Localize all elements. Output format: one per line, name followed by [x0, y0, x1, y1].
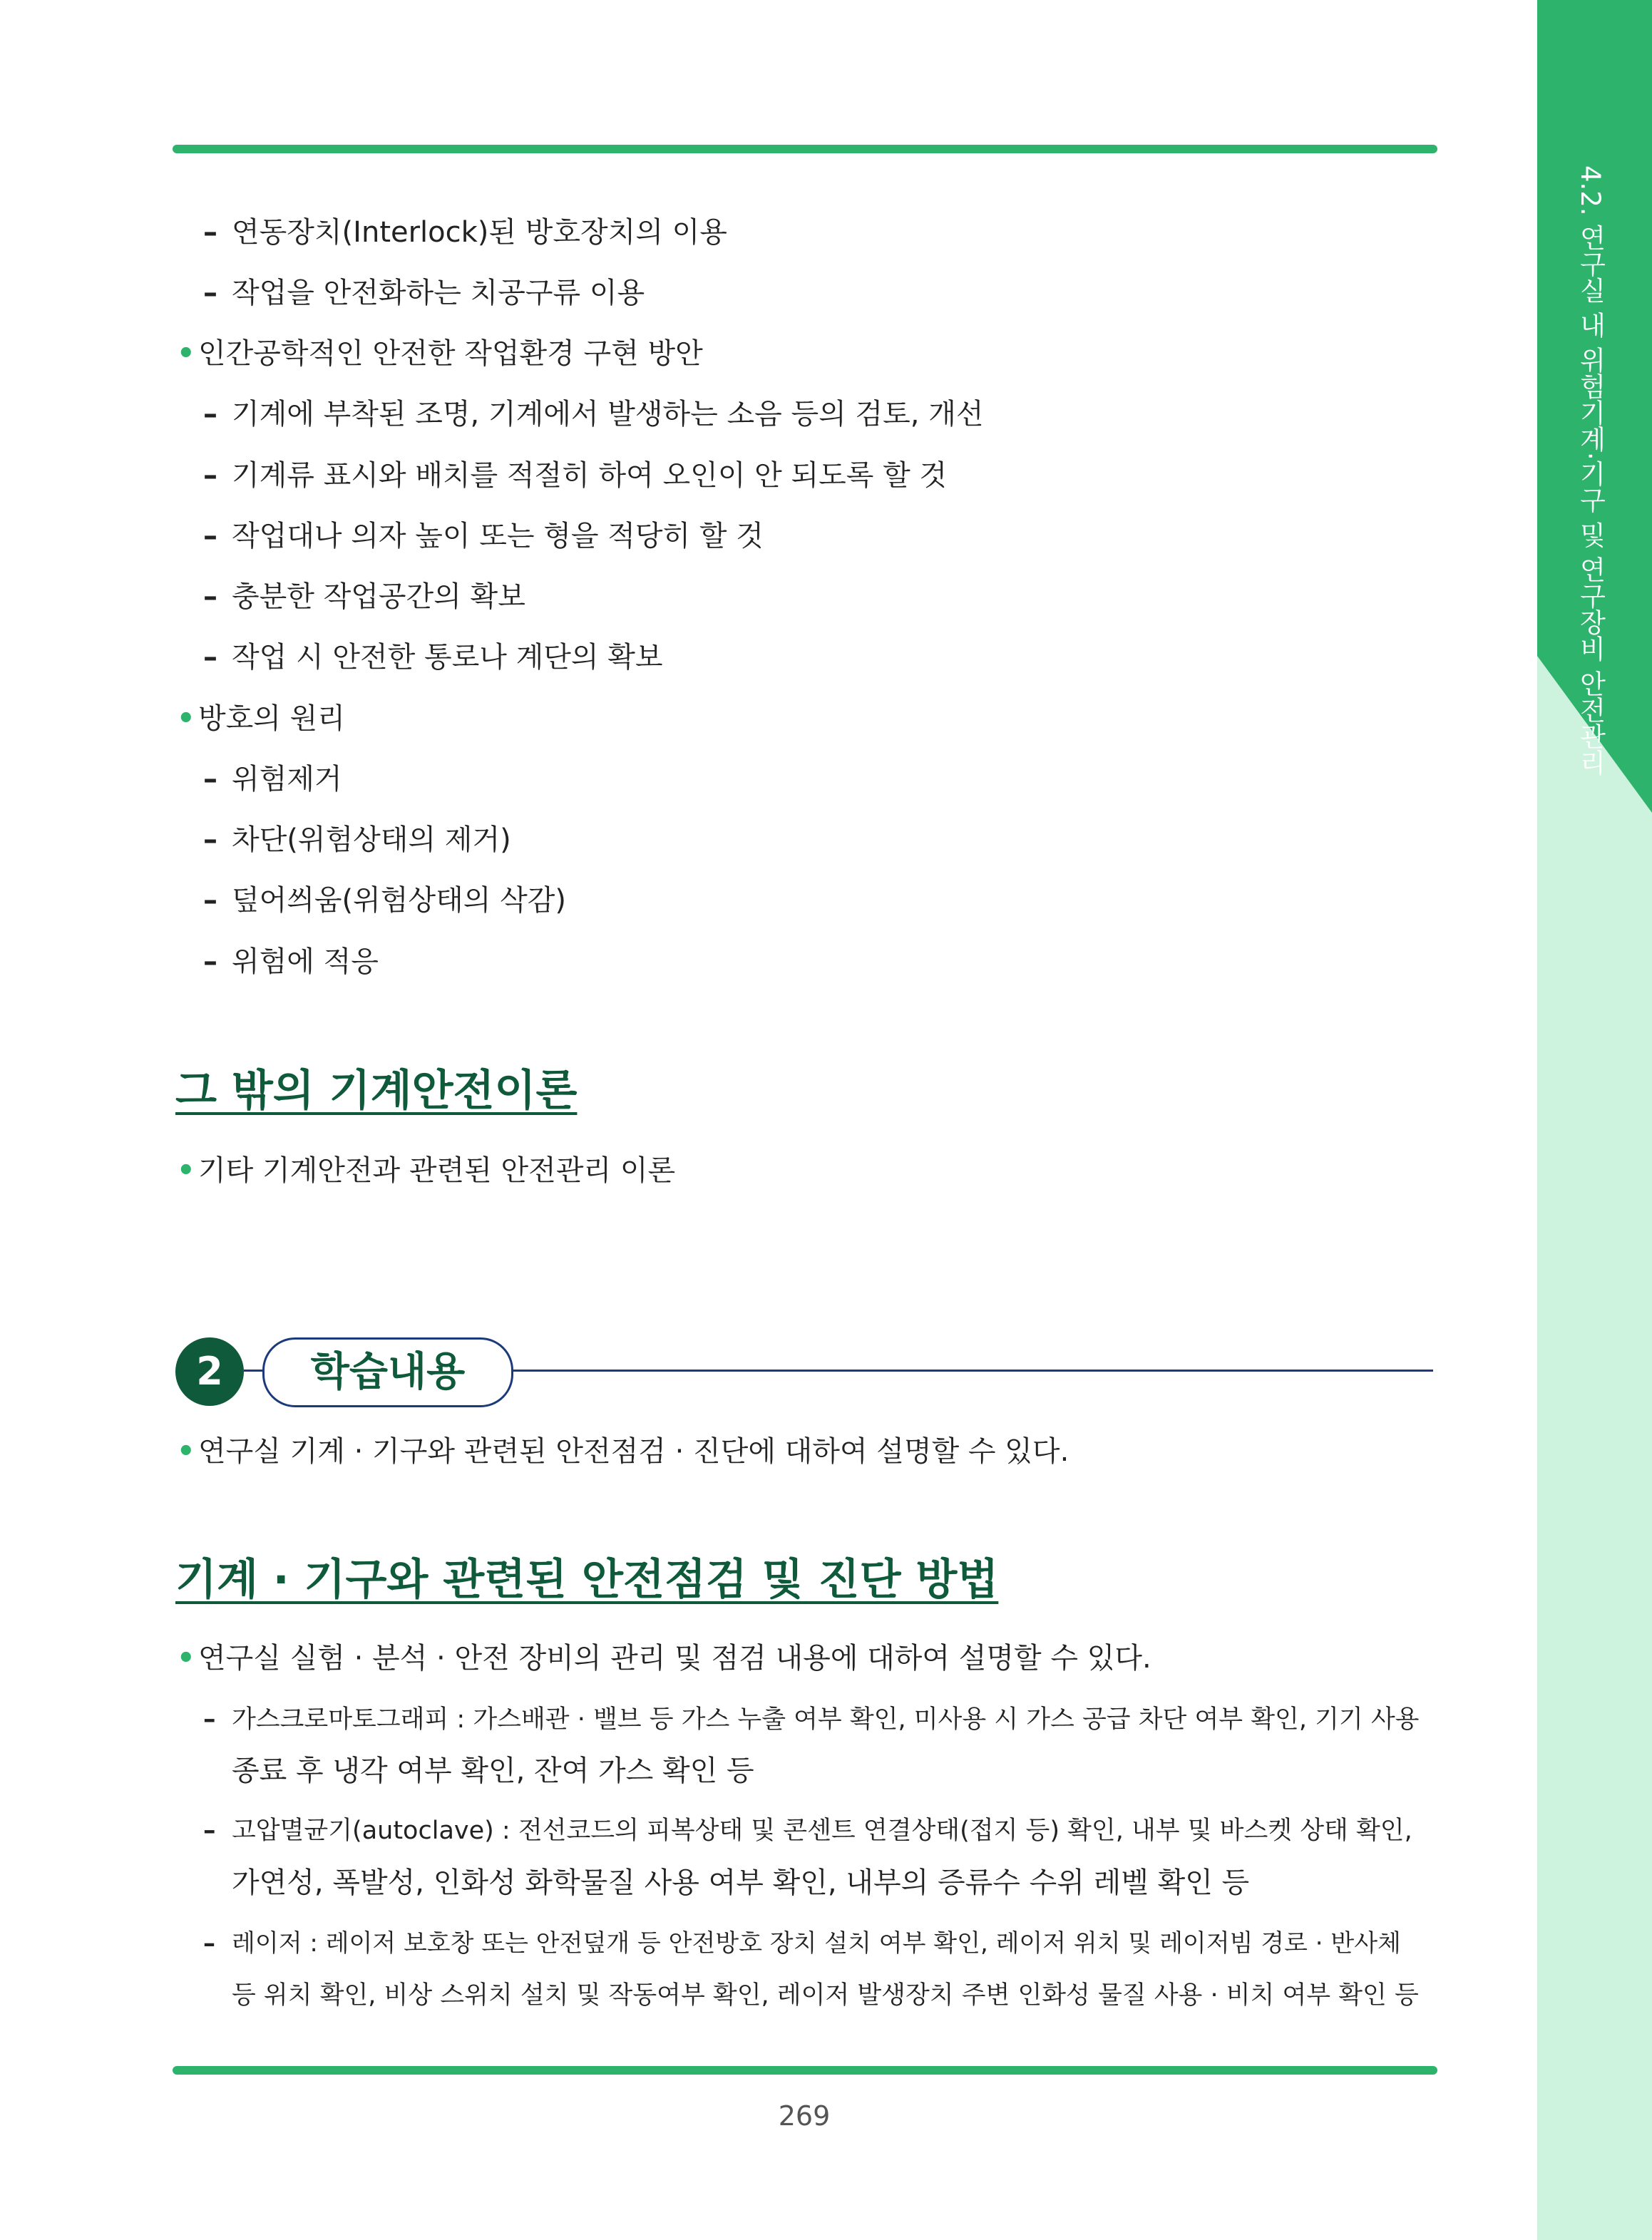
list-item: – 작업 시 안전한 통로나 계단의 확보	[203, 641, 663, 674]
list-item: – 고압멸균기(autoclave) : 전선코드의 피복상태 및 콘센트 연결상태(접지 등) 확인, 내부 및 바스켓 상태 확인,	[203, 1817, 1412, 1845]
section-number: 2	[175, 1337, 244, 1406]
list-item: – 차단(위험상태의 제거)	[203, 823, 511, 856]
list-item: – 위험에 적응	[203, 945, 379, 978]
section-rule	[511, 1370, 1433, 1372]
page-number: 269	[778, 2100, 831, 2132]
list-item: • 연구실 실험 · 분석 · 안전 장비의 관리 및 점검 내용에 대하여 설명할 수 있다.	[177, 1642, 1151, 1675]
list-item: – 연동장치(Interlock)된 방호장치의 이용	[203, 216, 727, 249]
list-item-continuation: 가연성, 폭발성, 인화성 화학물질 사용 여부 확인, 내부의 증류수 수위 레벨 확인 등	[232, 1866, 1250, 1899]
section-connector	[244, 1370, 264, 1372]
list-item: • 연구실 기계 · 기구와 관련된 안전점검 · 진단에 대하여 설명할 수 있다.	[177, 1435, 1069, 1468]
list-item: – 위험제거	[203, 763, 342, 796]
chapter-title: 4.2. 연구실 내 위험기계·기구 및 연구장비 안전관리	[1575, 165, 1606, 776]
bottom-rule	[173, 2066, 1437, 2075]
list-item: – 기계에 부착된 조명, 기계에서 발생하는 소음 등의 검토, 개선	[203, 398, 984, 431]
section-label: 학습내용	[262, 1337, 513, 1407]
list-item: – 레이저 : 레이저 보호창 또는 안전덮개 등 안전방호 장치 설치 여부 확인, 레이저 위치 및 레이저빔 경로 · 반사체	[203, 1929, 1401, 1958]
list-item-continuation: 등 위치 확인, 비상 스위치 설치 및 작동여부 확인, 레이저 발생장치 주변 인화성 물질 사용 · 비치 여부 확인 등	[232, 1981, 1419, 2010]
list-item: – 작업을 안전화하는 치공구류 이용	[203, 277, 645, 309]
list-item: – 충분한 작업공간의 확보	[203, 580, 525, 613]
section-heading: 그 밖의 기계안전이론	[175, 1066, 578, 1116]
list-item: – 덮어씌움(위험상태의 삭감)	[203, 884, 566, 917]
top-rule	[173, 145, 1437, 153]
list-item: – 작업대나 의자 높이 또는 형을 적당히 할 것	[203, 520, 764, 553]
list-item-continuation: 종료 후 냉각 여부 확인, 잔여 가스 확인 등	[232, 1755, 754, 1787]
list-item: – 기계류 표시와 배치를 적절히 하여 오인이 안 되도록 할 것	[203, 459, 948, 492]
list-item: • 기타 기계안전과 관련된 안전관리 이론	[177, 1154, 676, 1187]
section-heading: 기계 · 기구와 관련된 안전점검 및 진단 방법	[175, 1555, 999, 1605]
list-item: • 인간공학적인 안전한 작업환경 구현 방안	[177, 337, 703, 370]
list-item: • 방호의 원리	[177, 702, 345, 735]
list-item: – 가스크로마토그래피 : 가스배관 · 밸브 등 가스 누출 여부 확인, 미사용 시 가스 공급 차단 여부 확인, 기기 사용	[203, 1705, 1420, 1734]
